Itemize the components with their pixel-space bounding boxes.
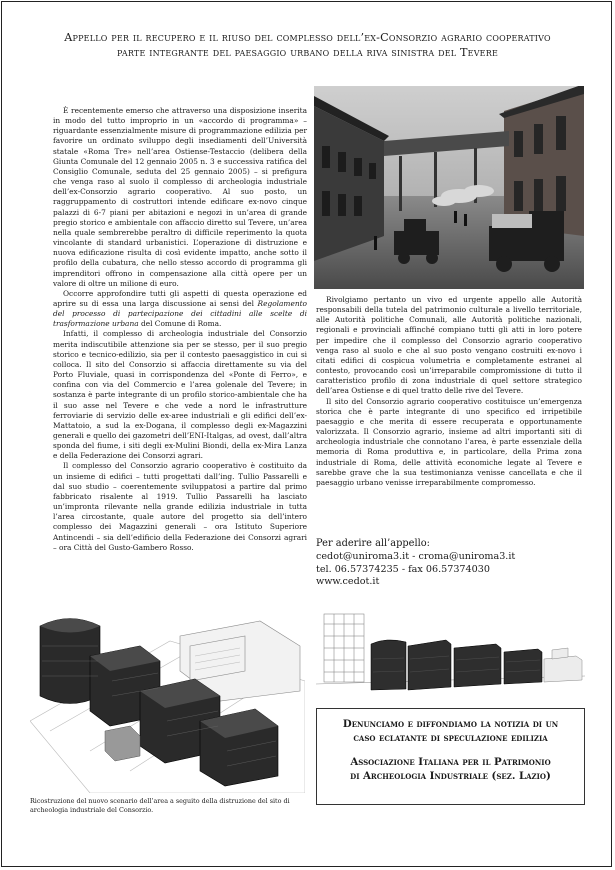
rendering-right [316, 604, 585, 705]
association-line-1: Associazione Italiana per il Patrimonio [350, 756, 551, 768]
contact-emails: cedot@uniroma3.it - croma@uniroma3.it [316, 550, 516, 562]
rendering-caption: Ricostruzione del nuovo scenario dell’area a seguito della distruzione del sito di archeologia industriale del Consorzio. [30, 797, 290, 814]
contact-heading: Per aderire all’appello: [316, 538, 430, 549]
historic-photo [314, 86, 584, 289]
left-paragraph-2-end: del Comune di Roma. [138, 319, 222, 329]
page-title [14, 30, 601, 60]
left-paragraph-1: È recentemente emerso che attraverso una disposizione inserita in modo del tutto improprio in un «accordo di programma» – riguardante essenzialmente misure di programmazione edilizia per favorire un ordinato sviluppo degli insediamenti dell’Università statale «Roma Tre» nell’area Ostiense-Testaccio (delibera della Giunta Comunale del 12 gennaio 2005 n. 3 e successiva ratifica del Consiglio Comunale, seduta del 25 gennaio 2005) – si prefigura che venga raso al suolo il complesso di archeologia industriale dell’ex-Consorzio agrario cooperativo. Al suo posto, un raggruppamento di costruttori intende edificare ex-novo cinque palazzi di 6-7 piani per abitazioni e negozi in un’area di grande pregio storico e ambientale con affaccio diretto sul Tevere, un’area nella quale sembrerebbe peraltro di difficile reperimento la quota vincolante di standard urbanistici. L’operazione di distruzione e nuova edificazione risulta di così evidente impatto, anche sotto il profilo della cubatura, che nello stesso accordo di programma gli imprenditori offrono in compensazione alla città opere per un valore di oltre un milione di euro. [53, 106, 307, 288]
contact-phones: tel. 06.57374235 - fax 06.57374030 [316, 563, 490, 575]
left-paragraph-4: Il complesso del Consorzio agrario cooperativo è costituito da un insieme di edifici – tutti progettati dall’ing. Tullio Passarelli e dal suo studio – coerentemente sviluppatosi a partire dal primo fabbricato risalente al 1919. Tullio Passarelli ha lasciato un’impronta rilevante nella grande edilizia industriale in tutta l’area circostante, quale autore del progetto sia dell’intero complesso dei Magazzini generali – ora Istituto Superiore Antincendi – sia dell’edificio della Federazione dei Consorzi agrari – ora Città del Gusto-Gambero Rosso. [53, 461, 307, 552]
right-paragraph-1: Rivolgiamo pertanto un vivo ed urgente appello alle Autorità responsabili della tutela del patrimonio culturale a livello territoriale, alle Autorità politiche Comunali, alle Autorità politiche nazionali, regionali e provinciali affinché compiano tutti gli atti in loro potere per impedire che il complesso del Consorzio agrario cooperativo venga raso al suolo e che al suo posto vengano costruiti ex-novo i citati edifici di cospicua volumetria e completamente estranei al contesto, provocando così un’irreparabile compromissione di tutto il caratteristico profilo di zona industriale di quel settore strategico dell’area Ostiense e di quel tratto delle rive del Tevere. [316, 295, 582, 396]
appeal-box [316, 708, 585, 805]
denounce-line-1: Denunciamo e diffondiamo la notizia di un [342, 718, 559, 730]
rendering-right-image [316, 604, 585, 705]
regolamento-title: Regolamento del processo di partecipazione dei cittadini alle scelte di trasformazione urbana [53, 298, 307, 329]
contact-website: www.cedot.it [316, 576, 380, 588]
title-line-1: Appello per il recupero e il riuso del complesso dell’ex-Consorzio agrario cooperativo [64, 31, 551, 44]
left-column [53, 106, 307, 553]
left-paragraph-3: Infatti, il complesso di archeologia industriale del Consorzio merita indiscutibile attenzione sia per se stesso, per il suo pregio storico e tecnico-edilizio, sia per il contesto paesaggistico in cui si colloca. Il sito del Consorzio si affaccia direttamente su via del Porto Fluviale, quasi in corrispondenza del «Ponte di Ferro», e confina con via del Commercio e l’area golenale del Tevere; in sostanza è parte integrante di un profilo storico-ambientale che ha il suo asse nel Tevere e che vede a nord le infrastrutture ferroviarie di servizio delle ex-aree industriali e gli edifici dell’ex-Mattatoio, a sud la ex-Dogana, il complesso degli ex-Magazzini generali e quello dei gazometri dell’ENI-Italgas, ad ovest, dall’altra sponda del fiume, i siti degli ex-Mulini Biondi, della ex-Mira Lanza e della Federazione dei Consorzi agrari. [53, 329, 307, 461]
rendering-left [30, 601, 305, 793]
historic-photo-image [314, 86, 584, 289]
title-line-2: parte integrante del paesaggio urbano della riva sinistra del Tevere [117, 46, 498, 59]
right-paragraph-2: Il sito del Consorzio agrario cooperativo costituisce un’emergenza storica che è parte integrante di uno specifico ed irripetibile paesaggio e che merita di essere recuperata e opportunamente valorizzata. Il Consorzio agrario, insieme ad altri importanti siti di archeologia industriale che connotano l’area, è parte essenziale della memoria di Roma produttiva e, in particolare, della Prima zona industriale di Roma, delle attività economiche legate al Tevere e sarebbe grave che la sua testimonianza venisse cancellata e che il paesaggio urbano venisse irreparabilmente compromesso. [316, 396, 582, 487]
rendering-left-image [30, 601, 305, 793]
association-line-2: di Archeologia Industriale (sez. Lazio) [350, 770, 551, 782]
left-paragraph-2-text: Occorre approfondire tutti gli aspetti di questa operazione ed aprire su di essa una larga discussione ai sensi del [53, 288, 307, 308]
right-column [316, 295, 582, 488]
denounce-line-2: caso eclatante di speculazione edilizia [353, 732, 548, 744]
contact-block [316, 538, 582, 589]
left-paragraph-2 [53, 289, 307, 330]
